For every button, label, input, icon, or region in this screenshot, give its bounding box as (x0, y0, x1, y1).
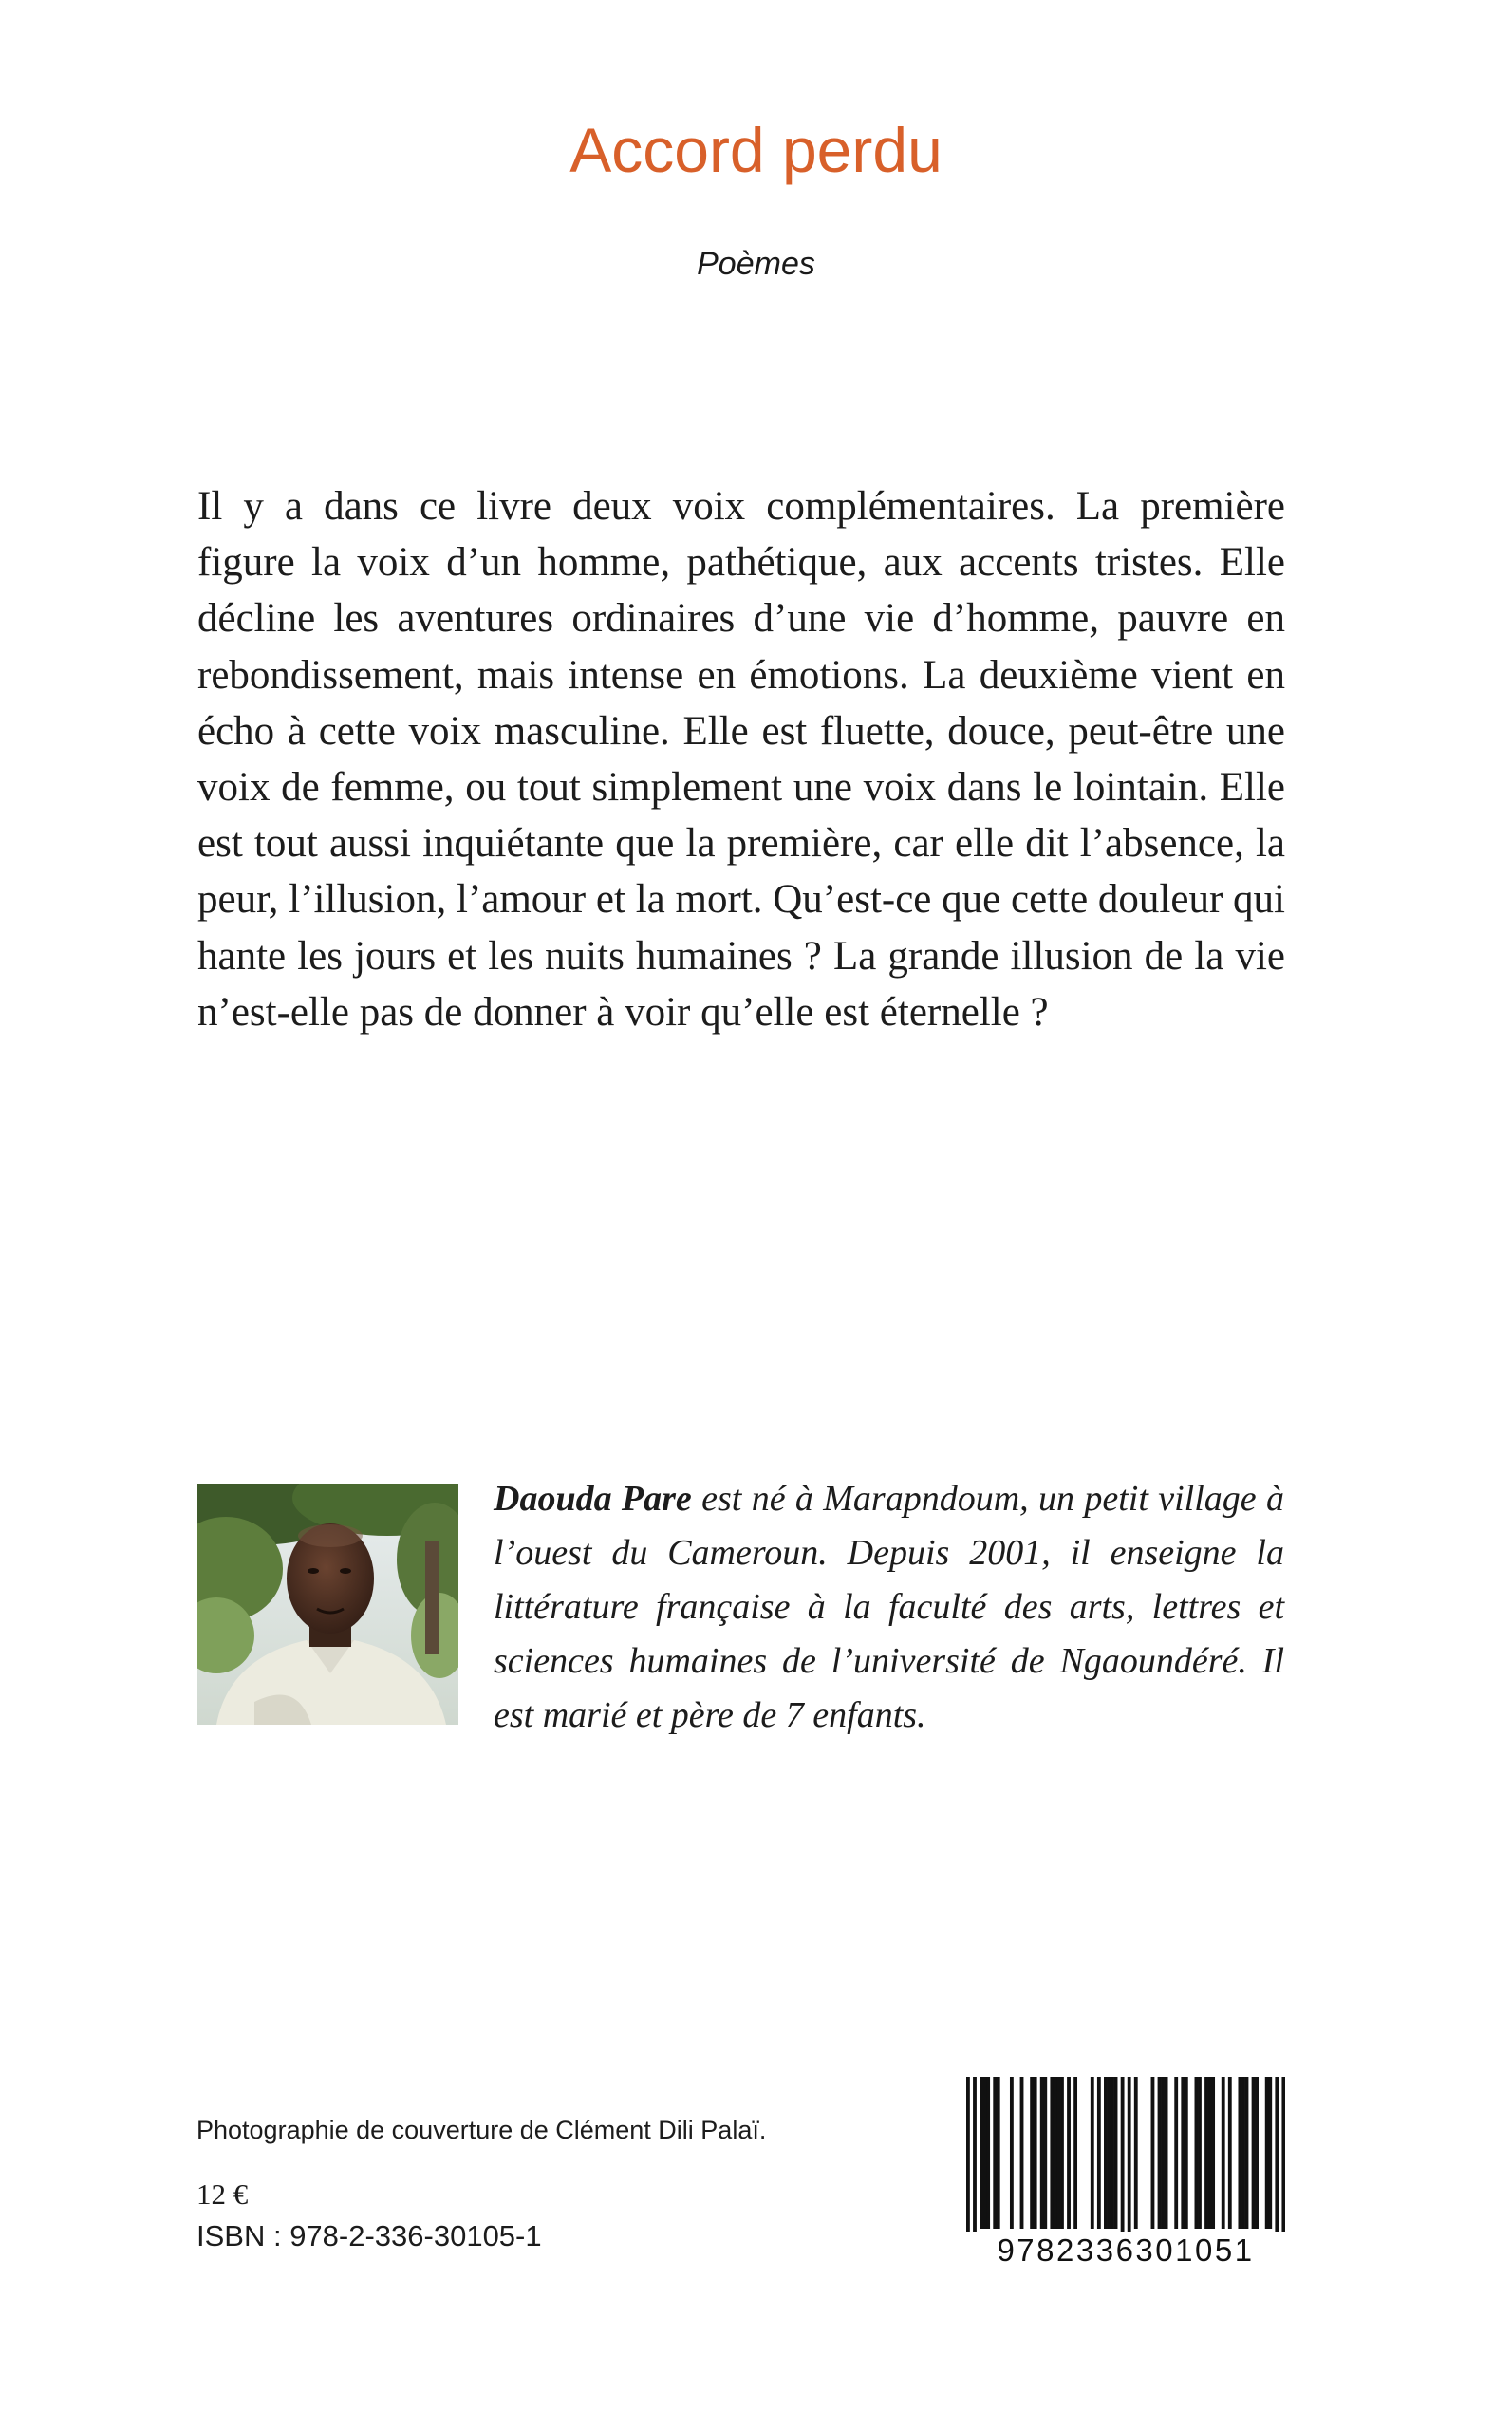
book-title: Accord perdu (569, 115, 943, 185)
barcode-bar (1222, 2077, 1225, 2229)
book-subtitle: Poèmes (697, 246, 815, 282)
barcode-bar (1165, 2077, 1168, 2229)
barcode-bar (997, 2077, 1000, 2229)
isbn: ISBN : 978-2-336-30105-1 (196, 2219, 542, 2252)
barcode-bar (1104, 2077, 1108, 2229)
barcode-bar (1030, 2077, 1034, 2229)
barcode-number: 9782336301051 (966, 2232, 1285, 2270)
barcode-bar (1020, 2077, 1024, 2229)
author-name: Daouda Pare (494, 1479, 692, 1519)
barcode-bar (1161, 2077, 1165, 2229)
barcode-bar (1043, 2077, 1047, 2229)
barcode-bar (1181, 2077, 1185, 2229)
barcode-bar (1208, 2077, 1212, 2229)
barcode-bar (1010, 2077, 1014, 2229)
barcode-bar (1067, 2077, 1071, 2229)
barcode-bar (1054, 2077, 1057, 2229)
barcode-bar (1114, 2077, 1118, 2229)
barcode-bars (966, 2077, 1285, 2238)
barcode-bar (1241, 2077, 1245, 2229)
barcode-bar (1108, 2077, 1111, 2229)
barcode-bar (1195, 2077, 1199, 2229)
barcode-bar (1040, 2077, 1044, 2229)
barcode-bar (1091, 2077, 1094, 2229)
barcode-bar (1268, 2077, 1272, 2229)
photo-credit: Photographie de couverture de Clément Dili Palaï. (196, 2116, 767, 2144)
author-bio (494, 1472, 1284, 1743)
barcode-bar (1056, 2077, 1060, 2229)
barcode-bar (1211, 2077, 1215, 2229)
barcode-bar (1034, 2077, 1037, 2229)
barcode-bar (1158, 2077, 1162, 2229)
barcode-bar (1238, 2077, 1241, 2229)
barcode-bar (983, 2077, 987, 2229)
barcode-bar (1050, 2077, 1054, 2229)
barcode-bar (1128, 2077, 1131, 2238)
barcode-bar (1060, 2077, 1064, 2229)
barcode-bar (1281, 2077, 1285, 2238)
barcode-bar (1204, 2077, 1208, 2229)
price: 12 € (196, 2177, 249, 2211)
barcode-bar (980, 2077, 983, 2229)
barcode-bar (973, 2077, 977, 2238)
author-bio-text: est né à Marapndoum, un petit village à l’ouest du Cameroun. Depuis 2001, il enseigne la littérature française à la faculté des arts, lettres et sciences humaines de l’université de Ngaoundéré. Il est marié et père de 7 enfants. (494, 1479, 1284, 1735)
barcode-bar (1174, 2077, 1178, 2229)
author-photo (197, 1484, 458, 1725)
barcode-bar (1255, 2077, 1259, 2229)
barcode-bar (1111, 2077, 1114, 2229)
barcode-bar (1245, 2077, 1249, 2229)
barcode-bar (1121, 2077, 1125, 2238)
barcode-bar (1265, 2077, 1269, 2229)
barcode-bar (1073, 2077, 1077, 2229)
book-blurb: Il y a dans ce livre deux voix complémentaires. La première figure la voix d’un homme, pathétique, aux accents tristes. Elle décline les aventures ordinaires d’une vie d’homme, pauvre en rebondissement, mais intense en émotions. La deuxième vient en écho à cette voix masculine. Elle est fluette, douce, peut-être une voix de femme, ou tout simplement une voix dans le lointain. Elle est tout aussi inquiétante que la première, car elle dit l’absence, la peur, l’illusion, l’amour et la mort. Qu’est-ce que cette douleur qui hante les jours et les nuits humaines ? La grande illusion de la vie n’est-elle pas de donner à voir qu’elle est éternelle ? (197, 484, 1285, 1035)
barcode-bar (1185, 2077, 1188, 2229)
barcode-bar (966, 2077, 970, 2238)
barcode (966, 2077, 1285, 2270)
barcode-bar (1228, 2077, 1232, 2229)
barcode-bar (1275, 2077, 1279, 2238)
barcode-bar (993, 2077, 997, 2229)
barcode-bar (986, 2077, 990, 2229)
barcode-bar (1198, 2077, 1202, 2229)
barcode-bar (1097, 2077, 1101, 2229)
barcode-bar (1151, 2077, 1155, 2229)
barcode-bar (1252, 2077, 1256, 2229)
barcode-bar (1134, 2077, 1138, 2229)
